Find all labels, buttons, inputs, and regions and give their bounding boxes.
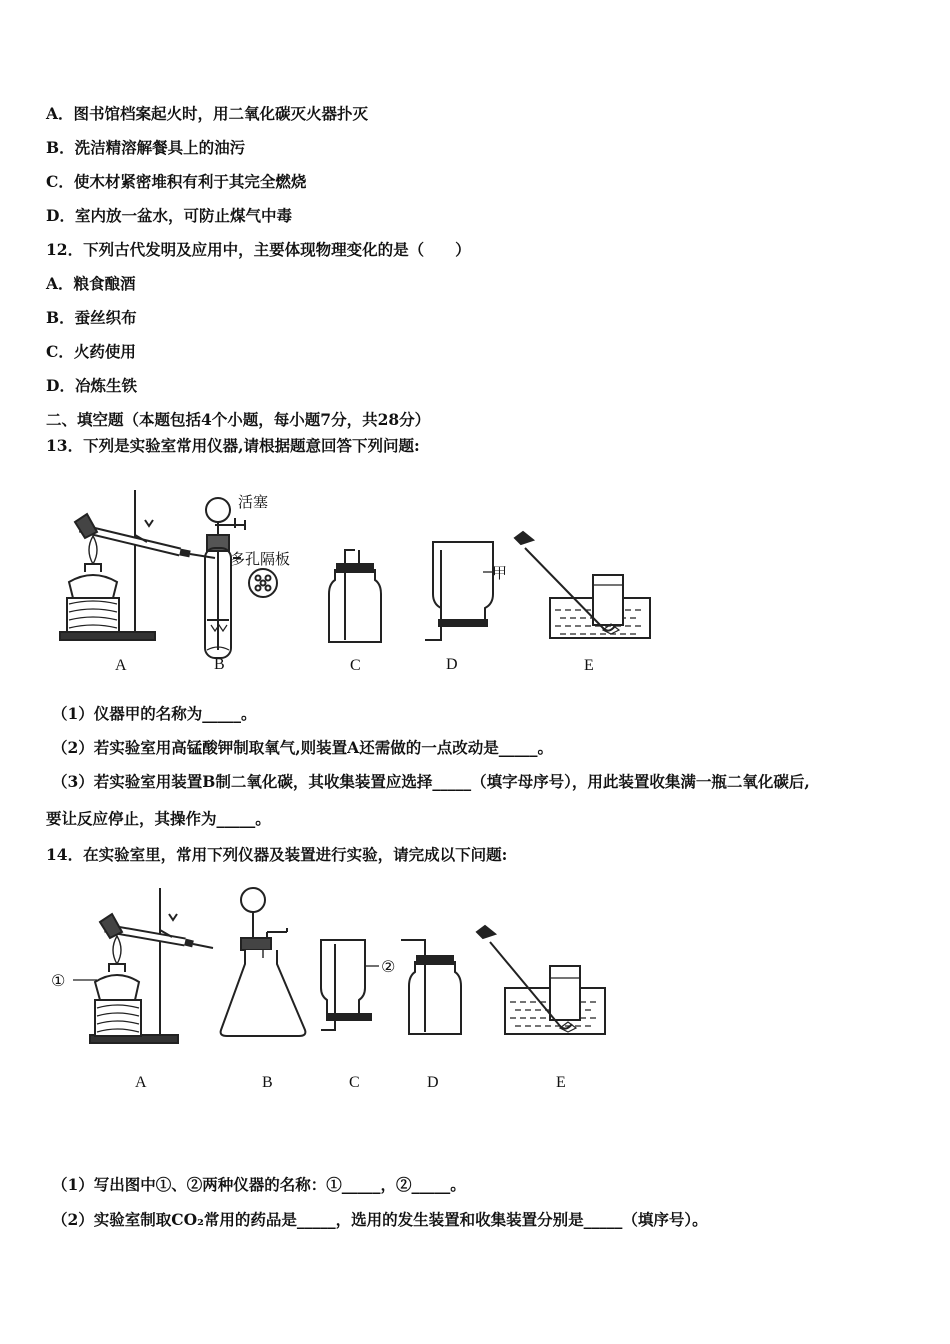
q13-apparatus-d <box>425 542 493 640</box>
q14-apparatus-figure <box>45 880 625 1060</box>
q13-jia-label: 甲 <box>492 564 508 582</box>
q13-sub3-line2: 要让反应停止，其操作为_____。 <box>46 809 271 828</box>
q14-circle-mark-2: ② <box>381 957 396 976</box>
q13-label-c: C <box>350 657 361 674</box>
q13-stopcock-label: 活塞 <box>238 493 269 511</box>
q13-stem: 13．下列是实验室常用仪器,请根据题意回答下列问题: <box>46 436 420 455</box>
q14-label-d: D <box>427 1074 439 1091</box>
q14-label-a: A <box>135 1074 147 1091</box>
q11-option-b: B．洗洁精溶解餐具上的油污 <box>46 138 246 157</box>
q14-label-c: C <box>349 1074 360 1091</box>
q12-option-d: D．冶炼生铁 <box>46 376 137 395</box>
q14-apparatus-b <box>221 888 306 1036</box>
q11-option-a: A．图书馆档案起火时，用二氧化碳灭火器扑灭 <box>46 104 369 123</box>
q12-stem: 12．下列古代发明及应用中，主要体现物理变化的是（ ） <box>46 240 471 259</box>
q13-label-e: E <box>584 657 594 674</box>
q13-label-d: D <box>446 656 458 673</box>
section2-title: 二、填空题（本题包括4个小题，每小题7分，共28分） <box>46 410 431 429</box>
q12-option-b: B．蚕丝织布 <box>46 308 137 327</box>
q13-sub1: （1）仪器甲的名称为_____。 <box>52 704 257 723</box>
q11-option-d: D．室内放一盆水，可防止煤气中毒 <box>46 206 292 225</box>
q13-sub2: （2）若实验室用高锰酸钾制取氧气,则装置A还需做的一点改动是_____。 <box>52 738 553 757</box>
q13-porous-plate-label: 多孔隔板 <box>230 550 291 568</box>
q14-apparatus-a <box>73 888 213 1043</box>
q13-label-b: B <box>214 656 225 673</box>
q14-circle-mark-1: ① <box>51 971 66 990</box>
q14-sub1: （1）写出图中①、②两种仪器的名称：①_____，②_____。 <box>52 1175 466 1194</box>
q14-stem: 14．在实验室里，常用下列仪器及装置进行实验，请完成以下问题: <box>46 845 508 864</box>
q13-apparatus-c <box>329 550 381 642</box>
q14-apparatus-c <box>321 940 379 1030</box>
q13-apparatus-figure <box>55 480 665 680</box>
q13-label-a: A <box>115 657 127 674</box>
q13-apparatus-b <box>205 498 277 658</box>
q11-option-c: C．使木材紧密堆积有利于其完全燃烧 <box>46 172 307 191</box>
q13-apparatus-e <box>515 532 650 638</box>
q14-sub2: （2）实验室制取CO₂常用的药品是_____，选用的发生装置和收集装置分别是_____（填序号）。 <box>52 1210 708 1229</box>
q12-option-a: A．粮食酿酒 <box>46 274 136 293</box>
q12-option-c: C．火药使用 <box>46 342 136 361</box>
q14-apparatus-d <box>401 940 461 1034</box>
q13-sub3-line1: （3）若实验室用装置B制二氧化碳，其收集装置应选择_____（填字母序号），用此装置收集满一瓶二氧化碳后, <box>52 772 810 791</box>
q14-label-b: B <box>262 1074 273 1091</box>
q14-label-e: E <box>556 1074 566 1091</box>
q13-apparatus-a <box>60 490 215 640</box>
q14-apparatus-e <box>477 926 605 1034</box>
